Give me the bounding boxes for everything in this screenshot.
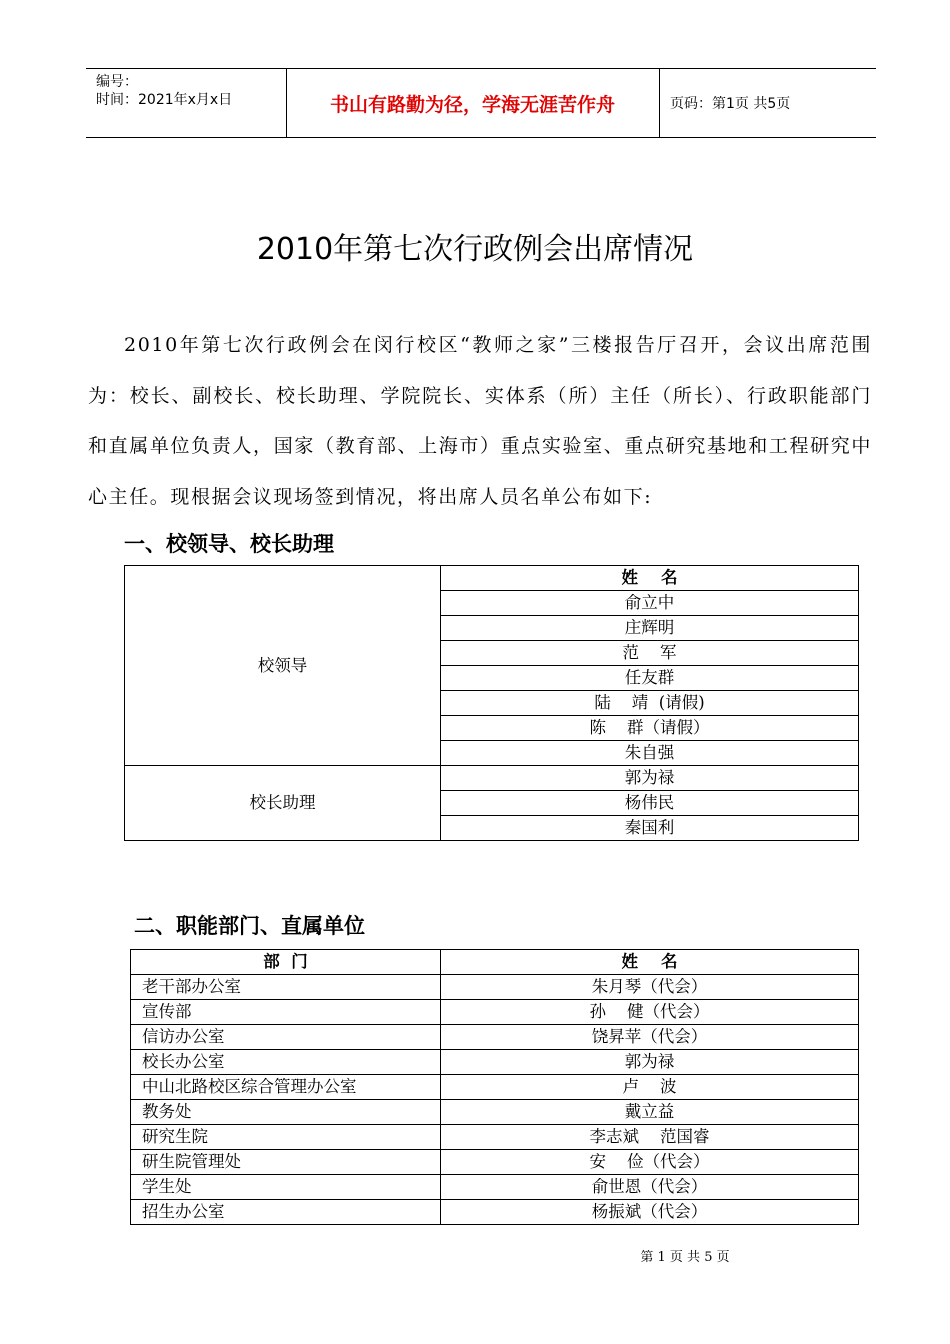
dept-name: 学生处 [131, 1175, 441, 1200]
section1-heading: 一、校领导、校长助理 [124, 532, 334, 556]
header-date-label: 时间：2021年x月x日 [96, 92, 233, 108]
person-name: 陈 群（请假） [441, 716, 859, 741]
table-row [131, 1125, 859, 1150]
person-name: 任友群 [441, 666, 859, 691]
person-name: 卢 波 [441, 1075, 859, 1100]
name-header: 姓 名 [441, 566, 859, 591]
table-row [131, 1150, 859, 1175]
page-footer [0, 1246, 950, 1265]
dept-header: 部 门 [131, 950, 441, 975]
header-code-label: 编号： [96, 74, 138, 90]
table-row [131, 975, 859, 1000]
person-name: 朱自强 [441, 741, 859, 766]
table-row [131, 1025, 859, 1050]
dept-name: 教务处 [131, 1100, 441, 1125]
dept-name: 招生办公室 [131, 1200, 441, 1225]
person-name: 庄辉明 [441, 616, 859, 641]
dept-name: 研生院管理处 [131, 1150, 441, 1175]
person-name: 李志斌 范国睿 [441, 1125, 859, 1150]
dept-name: 校长办公室 [131, 1050, 441, 1075]
person-name: 孙 健（代会） [441, 1000, 859, 1025]
dept-name: 中山北路校区综合管理办公室 [131, 1075, 441, 1100]
group-label: 校长助理 [125, 766, 441, 841]
table-row [131, 1000, 859, 1025]
header-meta [86, 69, 286, 137]
table-header-row [131, 950, 859, 975]
footer-page-number: 第 1 页 共 5 页 [640, 1250, 730, 1265]
person-name: 安 俭（代会） [441, 1150, 859, 1175]
dept-name: 老干部办公室 [131, 975, 441, 1000]
person-name: 戴立益 [441, 1100, 859, 1125]
person-name: 俞世恩（代会） [441, 1175, 859, 1200]
dept-name: 研究生院 [131, 1125, 441, 1150]
table-row [131, 1100, 859, 1125]
section2-heading: 二、职能部门、直属单位 [134, 914, 365, 938]
person-name: 郭为禄 [441, 1050, 859, 1075]
person-name: 俞立中 [441, 591, 859, 616]
intro-paragraph: 2010年第七次行政例会在闵行校区“教师之家”三楼报告厅召开，会议出席范围为：校长、副校长、校长助理、学院院长、实体系（所）主任（所长）、行政职能部门和直属单位负责人，国家（教育部、上海市）重点实验室、重点研究基地和工程研究中心主任。现根据会议现场签到情况，将出席人员名单公布如下: [88, 334, 872, 508]
person-name: 郭为禄 [441, 766, 859, 791]
document-title: 2010年第七次行政例会出席情况 [256, 232, 694, 267]
person-name: 杨振斌（代会） [441, 1200, 859, 1225]
person-name: 秦国利 [441, 816, 859, 841]
person-name: 朱月琴（代会） [441, 975, 859, 1000]
header-motto: 书山有路勤为径，学海无涯苦作舟 [329, 93, 615, 116]
person-name: 饶昇苹（代会） [441, 1025, 859, 1050]
table-row [131, 1050, 859, 1075]
dept-name: 宣传部 [131, 1000, 441, 1025]
leaders-table [124, 565, 859, 841]
person-name: 范 军 [441, 641, 859, 666]
name-header: 姓 名 [441, 950, 859, 975]
table-row [131, 1075, 859, 1100]
group-label: 校领导 [125, 566, 441, 766]
table-row [131, 1200, 859, 1225]
page-header [86, 68, 876, 138]
person-name: 杨伟民 [441, 791, 859, 816]
table-row [125, 566, 859, 591]
person-name: 陆 靖 (请假) [441, 691, 859, 716]
table-row [125, 766, 859, 791]
header-page-info: 页码：第1页 共5页 [670, 96, 791, 112]
departments-table [130, 949, 859, 1225]
table-row [131, 1175, 859, 1200]
dept-name: 信访办公室 [131, 1025, 441, 1050]
